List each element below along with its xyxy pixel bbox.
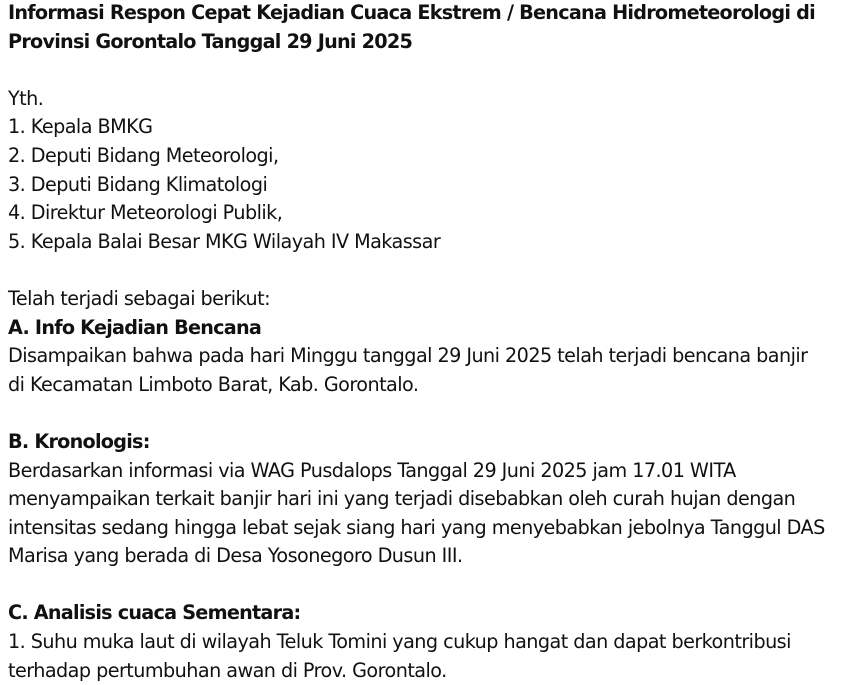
section-b-text: intensitas sedang hingga lebat sejak siang hari yang menyebabkan jebolnya Tanggul DAS [8, 515, 825, 539]
blank-line [8, 256, 840, 285]
section-c-text: terhadap pertumbuhan awan di Prov. Gorontalo. [8, 658, 447, 682]
section-b-text: menyampaikan terkait banjir hari ini yang terjadi disebabkan oleh curah hujan dengan [8, 487, 796, 511]
section-a-text: Disampaikan bahwa pada hari Minggu tanggal 29 Juni 2025 telah terjadi bencana banjir [8, 344, 808, 368]
recipient-item: 4. Direktur Meteorologi Publik, [8, 201, 283, 225]
section-a-heading: A. Info Kejadian Bencana [8, 315, 262, 339]
blank-line [8, 399, 840, 428]
section-a-text: di Kecamatan Limboto Barat, Kab. Gorontalo. [8, 372, 419, 396]
message-body [8, 0, 840, 685]
section-b-text: Berdasarkan informasi via WAG Pusdalops Tanggal 29 Juni 2025 jam 17.01 WITA [8, 458, 736, 482]
title-line-1: Informasi Respon Cepat Kejadian Cuaca Ekstrem / Bencana Hidrometeorologi di [8, 1, 815, 24]
blank-line [8, 571, 840, 600]
section-b-heading: B. Kronologis: [8, 429, 150, 453]
recipient-item: 2. Deputi Bidang Meteorologi, [8, 143, 279, 167]
section-c-text: 1. Suhu muka laut di wilayah Teluk Tomini yang cukup hangat dan dapat berkontribusi [8, 630, 791, 654]
blank-line [8, 56, 840, 85]
recipient-item: 3. Deputi Bidang Klimatologi [8, 172, 268, 196]
recipient-item: 5. Kepala Balai Besar MKG Wilayah IV Makassar [8, 229, 441, 253]
recipient-item: 1. Kepala BMKG [8, 115, 153, 139]
greeting: Yth. [8, 86, 44, 110]
intro-text: Telah terjadi sebagai berikut: [8, 286, 271, 310]
title-line-2: Provinsi Gorontalo Tanggal 29 Juni 2025 [8, 29, 413, 53]
section-c-heading: C. Analisis cuaca Sementara: [8, 601, 301, 625]
section-b-text: Marisa yang berada di Desa Yosonegoro Dusun III. [8, 544, 463, 568]
